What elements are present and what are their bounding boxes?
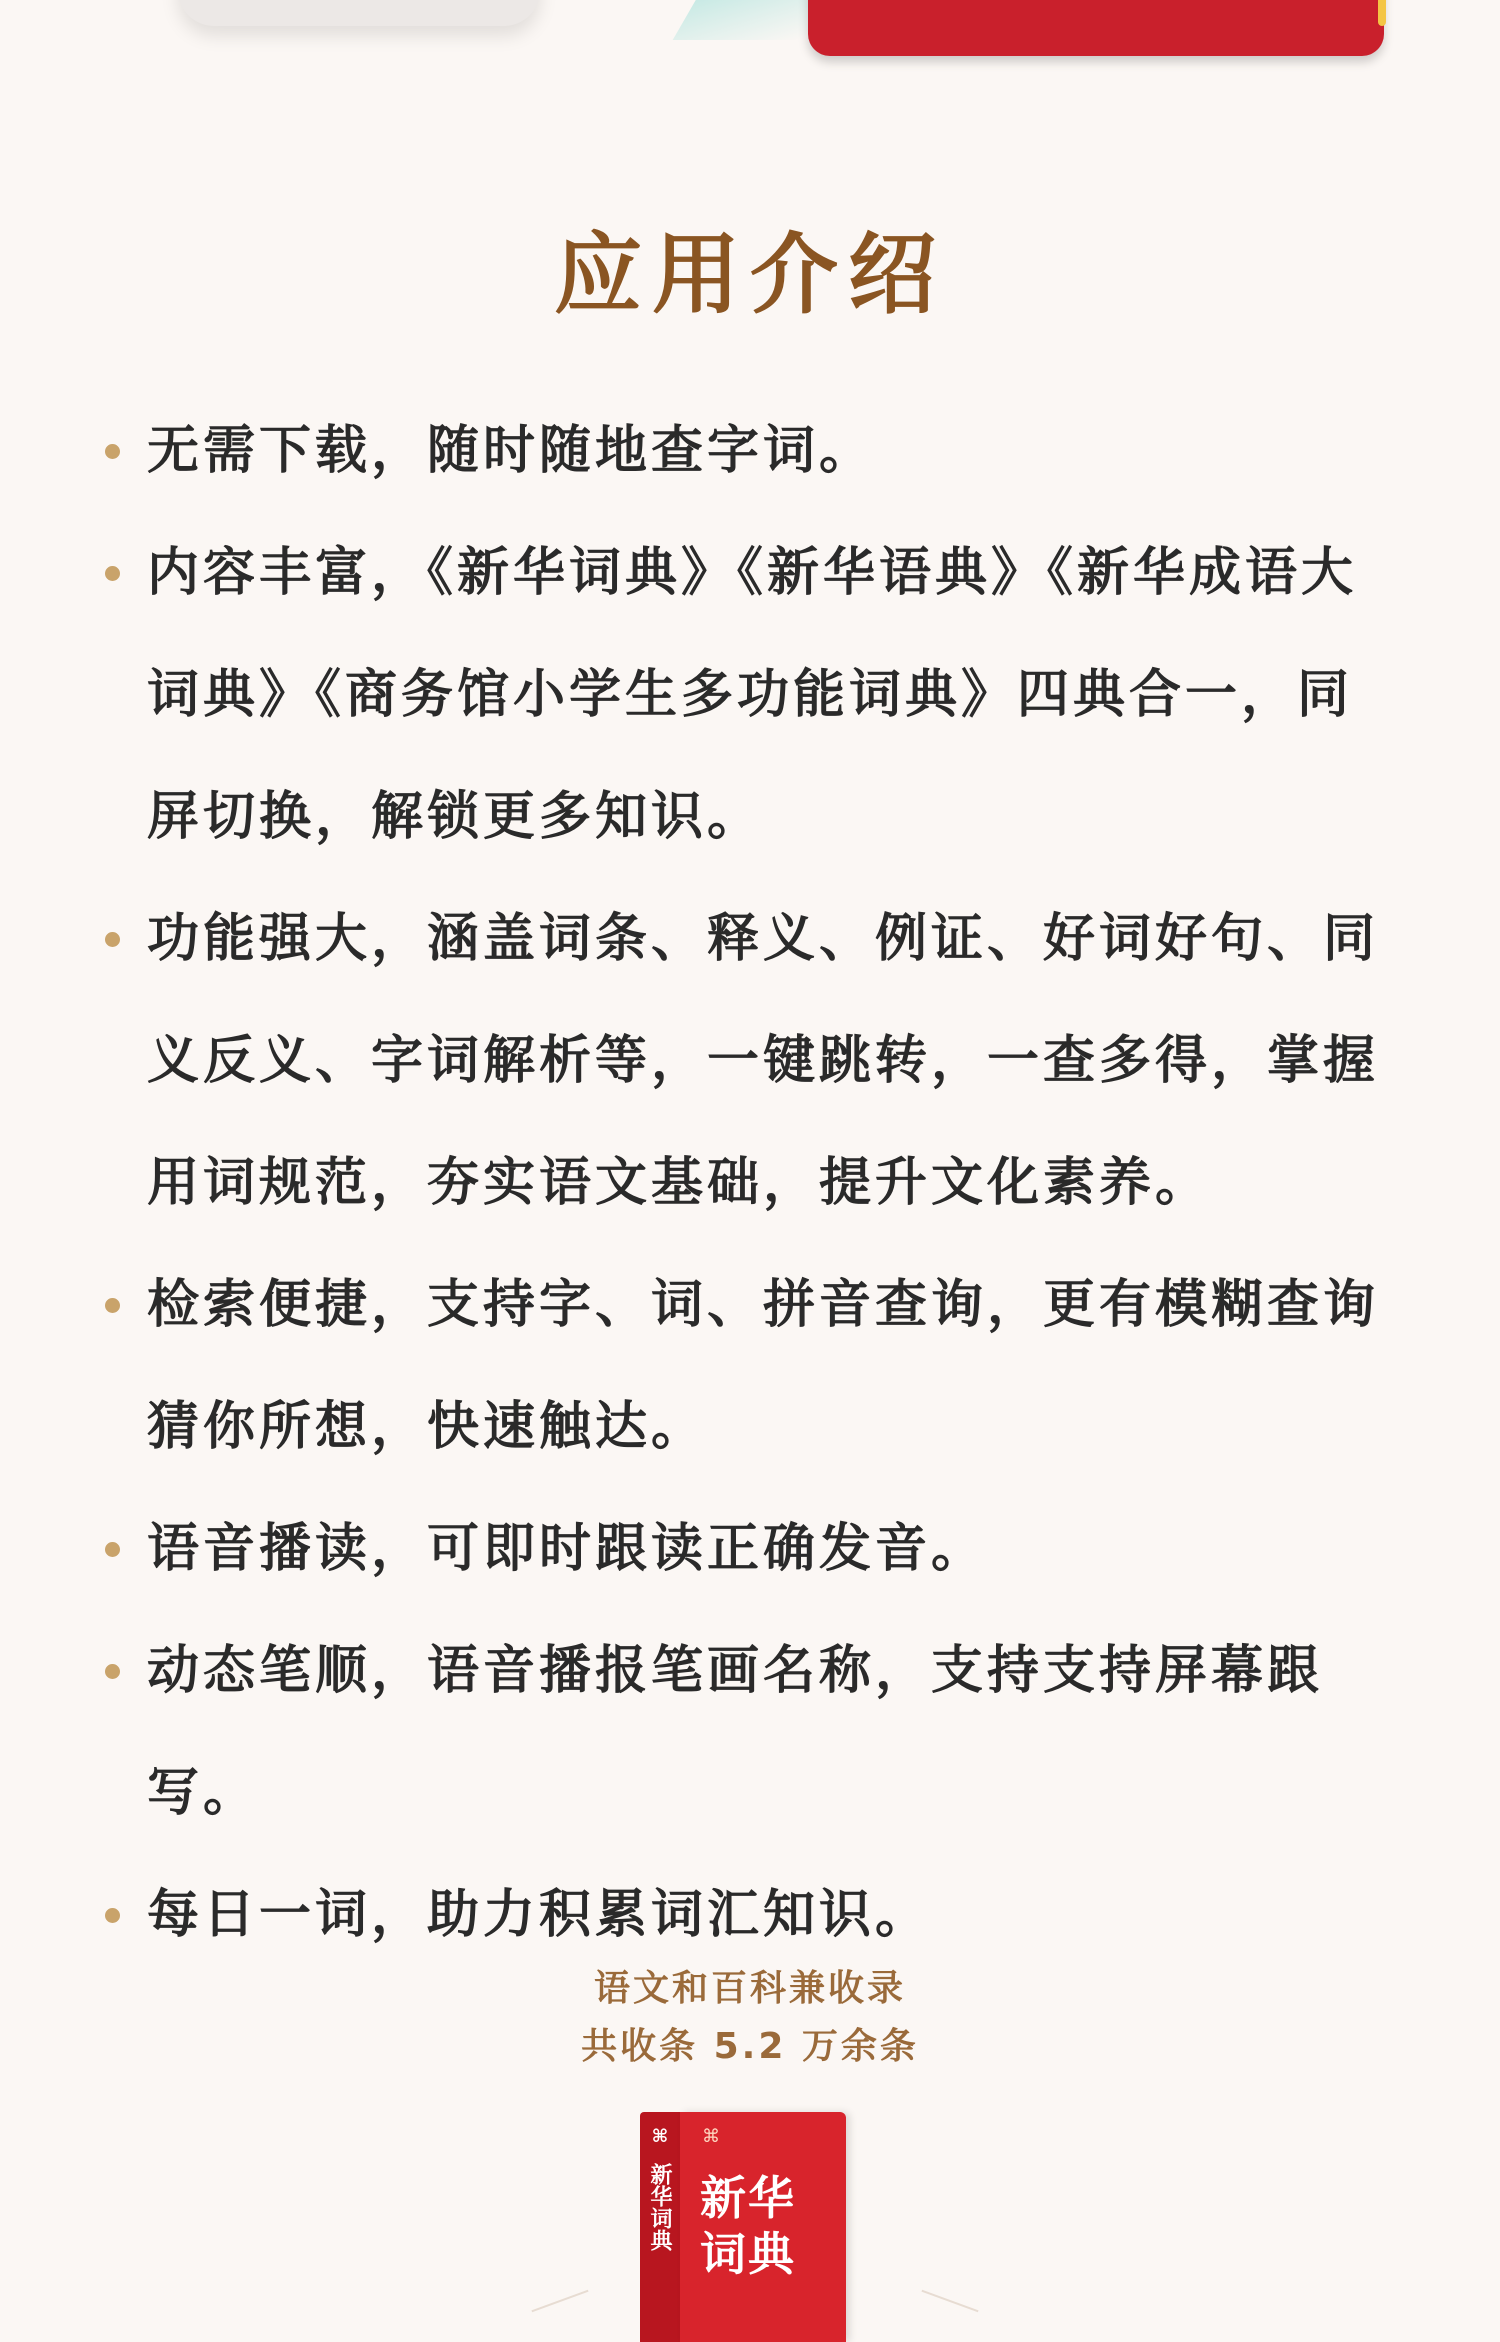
feature-item xyxy=(100,512,1400,878)
book-glow-left xyxy=(531,2290,588,2312)
bullet-dot-icon xyxy=(105,1542,120,1557)
dictionary-book-image xyxy=(640,2112,846,2342)
bullet-dot-icon xyxy=(105,1664,120,1679)
book-spine-title: 新华词典 xyxy=(647,2163,673,2251)
feature-text: 功能强大，涵盖词条、释义、例证、好词好句、同义反义、字词解析等，一键跳转，一查多得，掌握用词规范，夯实语文基础，提升文化素养。 xyxy=(147,908,1380,1213)
publisher-logo-icon: ⌘ xyxy=(651,2126,669,2147)
feature-item xyxy=(100,1854,1400,1976)
feature-item xyxy=(100,1244,1400,1488)
feature-text: 语音播读，可即时跟读正确发音。 xyxy=(147,1518,988,1579)
bullet-dot-icon xyxy=(105,1908,120,1923)
top-gold-edge xyxy=(1378,0,1386,26)
top-red-button[interactable] xyxy=(808,0,1384,56)
feature-text: 内容丰富，《新华词典》《新华语典》《新华成语大词典》《商务馆小学生多功能词典》四典合一，同屏切换，解锁更多知识。 xyxy=(147,542,1358,847)
bullet-dot-icon xyxy=(105,566,120,581)
feature-text: 无需下载，随时随地查字词。 xyxy=(147,420,876,481)
section-title: 应用介绍 xyxy=(553,222,946,326)
book-cover xyxy=(680,2112,846,2342)
stats-line-2: 共收条 5.2 万余条 xyxy=(581,2026,919,2067)
book-cover-title: 新华词典 xyxy=(700,2171,796,2281)
feature-text: 动态笔顺，语音播报笔画名称，支持支持屏幕跟写。 xyxy=(147,1640,1324,1823)
top-left-card xyxy=(178,0,540,26)
book-spine xyxy=(640,2112,680,2342)
top-decoration xyxy=(0,0,1500,110)
feature-text: 检索便捷，支持字、词、拼音查询，更有模糊查询猜你所想，快速触达。 xyxy=(147,1274,1380,1457)
book-glow-right xyxy=(921,2290,978,2312)
bullet-dot-icon xyxy=(105,444,120,459)
publisher-logo-icon: ⌘ xyxy=(702,2126,720,2147)
feature-item xyxy=(100,878,1400,1244)
stats-caption xyxy=(0,1960,1500,2076)
bullet-dot-icon xyxy=(105,932,120,947)
bullet-dot-icon xyxy=(105,1298,120,1313)
feature-text: 每日一词，助力积累词汇知识。 xyxy=(147,1884,932,1945)
feature-list xyxy=(100,390,1400,1976)
feature-item xyxy=(100,1488,1400,1610)
feature-item xyxy=(100,390,1400,512)
feature-item xyxy=(100,1610,1400,1854)
stats-line-1: 语文和百科兼收录 xyxy=(593,1968,906,2009)
